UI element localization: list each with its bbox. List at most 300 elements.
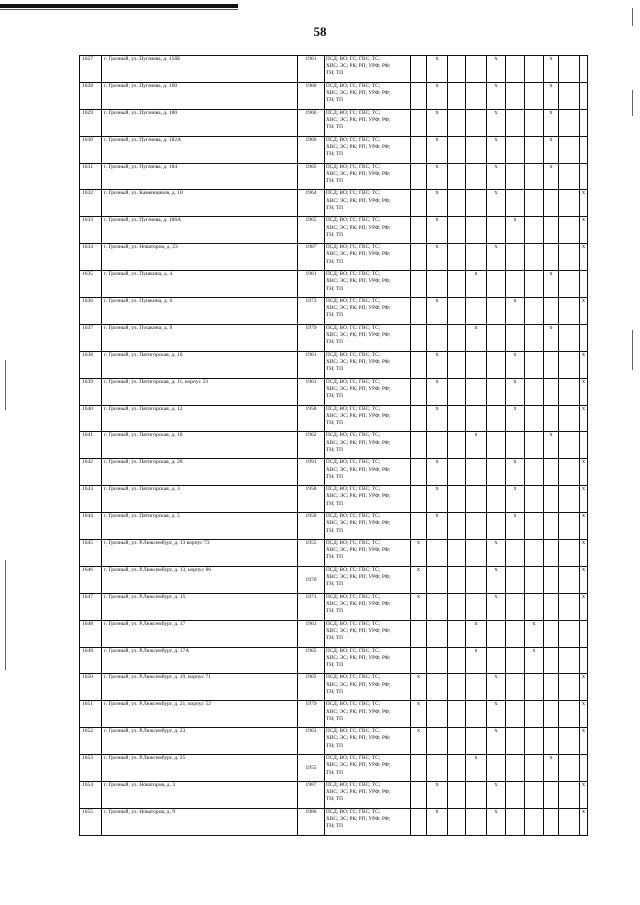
- row-mark: [525, 244, 544, 271]
- table-row: [80, 674, 588, 701]
- row-mark: [559, 271, 580, 298]
- row-mark: [487, 459, 506, 486]
- row-mark: [506, 620, 525, 647]
- row-mark: [544, 701, 559, 728]
- row-mark: [506, 190, 525, 217]
- row-mark: [448, 808, 466, 835]
- row-codes-line: ХВС; ЭС; РК; РП; УРФ; РФ;: [326, 170, 391, 177]
- row-codes-line: ПСД; ВО; ГС; ГВС; ТС;: [326, 647, 381, 654]
- table-row: [80, 432, 588, 459]
- row-mark: x: [427, 217, 448, 244]
- row-mark: [506, 593, 525, 620]
- row-codes: [325, 351, 411, 378]
- row-mark: x: [580, 405, 588, 432]
- row-address: г. Грозный, ул. Пятигорская, д. 5: [102, 513, 298, 540]
- row-mark: [466, 405, 487, 432]
- margin-mark: [632, 90, 633, 116]
- row-codes-line: ХВС; ЭС; РК; РП; УРФ; РФ;: [326, 332, 391, 339]
- row-mark: [466, 298, 487, 325]
- row-mark: x: [544, 432, 559, 459]
- row-mark: x: [427, 56, 448, 83]
- row-year: 1986: [298, 808, 325, 835]
- row-codes-line: ХВС; ЭС; РК; РП; УРФ; РФ;: [326, 224, 391, 231]
- row-address: г. Грозный, ул. Р.Люксембург, д. 13 корпус 73: [102, 540, 298, 567]
- row-mark: x: [427, 136, 448, 163]
- row-mark: x: [427, 163, 448, 190]
- row-mark: [544, 620, 559, 647]
- row-mark: [580, 109, 588, 136]
- row-mark: [559, 620, 580, 647]
- row-mark: x: [580, 728, 588, 755]
- scan-edge-mark: [0, 4, 238, 8]
- row-codes-line: ПСД; ВО; ГС; ГВС; ТС;: [326, 593, 381, 600]
- row-mark: [466, 217, 487, 244]
- row-mark: [448, 378, 466, 405]
- row-mark: [487, 324, 506, 351]
- row-mark: [466, 566, 487, 593]
- row-mark: x: [506, 298, 525, 325]
- row-mark: [427, 271, 448, 298]
- row-mark: [411, 620, 427, 647]
- row-mark: [525, 540, 544, 567]
- row-mark: [487, 432, 506, 459]
- row-codes: [325, 540, 411, 567]
- row-mark: x: [427, 109, 448, 136]
- row-codes: [325, 298, 411, 325]
- row-codes-line: ХВС; ЭС; РК; РП; УРФ; РФ;: [326, 90, 391, 97]
- row-codes-line: ХВС; ЭС; РК; РП; УРФ; РФ;: [326, 466, 391, 473]
- row-mark: x: [427, 378, 448, 405]
- row-year: 1960: [298, 82, 325, 109]
- row-address: г. Грозный, ул. Пушкина, д. 6: [102, 298, 298, 325]
- row-mark: [466, 593, 487, 620]
- row-year: 1966: [298, 136, 325, 163]
- row-number: 1647: [80, 593, 102, 620]
- row-codes-line: ХВС; ЭС; РК; РП; УРФ; РФ;: [326, 439, 391, 446]
- row-mark: [559, 351, 580, 378]
- row-number: 1632: [80, 190, 102, 217]
- row-mark: x: [411, 701, 427, 728]
- row-year: 1991: [298, 459, 325, 486]
- row-address: г. Грозный, ул. Пугачева, д. 158Б: [102, 56, 298, 83]
- margin-mark: [632, 330, 633, 370]
- row-address: г. Грозный, ул. Р.Люксембург, д. 17А: [102, 647, 298, 674]
- row-mark: [525, 513, 544, 540]
- table-row: [80, 728, 588, 755]
- row-year: 1973: [298, 298, 325, 325]
- row-mark: x: [580, 190, 588, 217]
- row-mark: [559, 190, 580, 217]
- row-number: 1635: [80, 271, 102, 298]
- row-mark: [448, 620, 466, 647]
- row-mark: [525, 566, 544, 593]
- row-codes-line: ПСД; ВО; ГС; ГВС; ТС;: [326, 271, 381, 278]
- row-number: 1652: [80, 728, 102, 755]
- row-codes-line: ХВС; ЭС; РК; РП; УРФ; РФ;: [326, 547, 391, 554]
- row-codes: [325, 405, 411, 432]
- row-mark: [427, 701, 448, 728]
- row-mark: x: [580, 540, 588, 567]
- row-codes-line: ТН; ТП: [326, 769, 343, 776]
- table-row: [80, 647, 588, 674]
- row-number: 1648: [80, 620, 102, 647]
- row-address: г. Грозный, ул. Пугачева, д. 180: [102, 109, 298, 136]
- row-mark: [448, 244, 466, 271]
- row-codes: [325, 808, 411, 835]
- row-codes-line: ХВС; ЭС; РК; РП; УРФ; РФ;: [326, 385, 391, 392]
- row-mark: [506, 82, 525, 109]
- row-codes-line: ПСД; ВО; ГС; ГВС; ТС;: [326, 217, 381, 224]
- row-codes-line: ХВС; ЭС; РК; РП; УРФ; РФ;: [326, 574, 391, 581]
- row-mark: [525, 324, 544, 351]
- row-mark: [544, 728, 559, 755]
- row-mark: [466, 540, 487, 567]
- table-row: [80, 244, 588, 271]
- row-codes-line: ПСД; ВО; ГС; ГВС; ТС;: [326, 728, 381, 735]
- row-mark: [466, 808, 487, 835]
- row-number: 1634: [80, 244, 102, 271]
- row-codes: [325, 324, 411, 351]
- row-codes: [325, 136, 411, 163]
- row-mark: [411, 298, 427, 325]
- row-mark: [411, 271, 427, 298]
- row-year: 1961: [298, 56, 325, 83]
- row-mark: [411, 647, 427, 674]
- row-number: 1642: [80, 459, 102, 486]
- table-row: [80, 459, 588, 486]
- row-codes-line: ПСД; ВО; ГС; ГВС; ТС;: [326, 513, 381, 520]
- row-address: г. Грозный, ул. Р.Люксембург, д. 23: [102, 728, 298, 755]
- row-mark: [544, 808, 559, 835]
- row-codes-line: ХВС; ЭС; РК; РП; УРФ; РФ;: [326, 654, 391, 661]
- row-mark: [448, 755, 466, 782]
- row-number: 1627: [80, 56, 102, 83]
- row-mark: x: [580, 217, 588, 244]
- row-mark: [525, 701, 544, 728]
- row-mark: x: [427, 782, 448, 809]
- row-mark: [411, 351, 427, 378]
- table-row: [80, 513, 588, 540]
- row-mark: [487, 647, 506, 674]
- row-codes-line: ПСД; ВО; ГС; ГВС; ТС;: [326, 782, 381, 789]
- row-mark: [544, 298, 559, 325]
- row-mark: x: [487, 136, 506, 163]
- row-mark: [525, 56, 544, 83]
- row-mark: [411, 136, 427, 163]
- row-mark: x: [544, 163, 559, 190]
- row-address: г. Грозный, ул. Пятигорская, д. 11, корпус 23: [102, 378, 298, 405]
- row-codes-line: ПСД; ВО; ГС; ГВС; ТС;: [326, 56, 381, 62]
- row-year: 1987: [298, 244, 325, 271]
- row-codes: [325, 566, 411, 593]
- row-mark: [427, 647, 448, 674]
- row-codes-line: ТН; ТП: [326, 608, 343, 615]
- row-mark: [487, 378, 506, 405]
- row-mark: [559, 674, 580, 701]
- row-year: 1971: [298, 593, 325, 620]
- row-number: 1643: [80, 486, 102, 513]
- row-mark: x: [427, 298, 448, 325]
- row-mark: x: [411, 540, 427, 567]
- row-mark: [559, 808, 580, 835]
- row-mark: x: [580, 701, 588, 728]
- row-mark: [559, 540, 580, 567]
- row-codes-line: ХВС; ЭС; РК; РП; УРФ; РФ;: [326, 278, 391, 285]
- row-mark: [448, 163, 466, 190]
- row-mark: [466, 136, 487, 163]
- row-mark: [487, 513, 506, 540]
- row-year: 1979: [298, 701, 325, 728]
- row-codes-line: ХВС; ЭС; РК; РП; УРФ; РФ;: [326, 601, 391, 608]
- row-codes-line: ПСД; ВО; ГС; ГВС; ТС;: [326, 163, 381, 170]
- row-mark: [525, 593, 544, 620]
- row-mark: x: [487, 782, 506, 809]
- row-mark: x: [466, 620, 487, 647]
- row-address: г. Грозный, ул. Пугачева, д. 186А: [102, 217, 298, 244]
- row-mark: x: [427, 808, 448, 835]
- row-mark: [580, 647, 588, 674]
- row-codes-line: ХВС; ЭС; РК; РП; УРФ; РФ;: [326, 251, 391, 258]
- row-mark: [448, 674, 466, 701]
- row-mark: x: [580, 351, 588, 378]
- row-mark: x: [525, 647, 544, 674]
- row-codes: [325, 56, 411, 83]
- row-mark: [580, 82, 588, 109]
- row-mark: [559, 378, 580, 405]
- row-codes: [325, 593, 411, 620]
- row-mark: [466, 351, 487, 378]
- row-codes: [325, 620, 411, 647]
- row-codes: [325, 378, 411, 405]
- row-codes-line: ПСД; ВО; ГС; ГВС; ТС;: [326, 755, 381, 762]
- table-row: [80, 701, 588, 728]
- row-mark: x: [580, 378, 588, 405]
- row-mark: [466, 163, 487, 190]
- row-mark: [525, 728, 544, 755]
- row-codes: [325, 728, 411, 755]
- row-mark: [506, 808, 525, 835]
- row-mark: x: [487, 244, 506, 271]
- row-number: 1629: [80, 109, 102, 136]
- row-mark: [466, 109, 487, 136]
- row-mark: [506, 244, 525, 271]
- row-mark: [525, 378, 544, 405]
- row-year: 1961: [298, 351, 325, 378]
- row-mark: x: [411, 566, 427, 593]
- row-codes: [325, 782, 411, 809]
- row-mark: [448, 566, 466, 593]
- row-codes-line: ПСД; ВО; ГС; ГВС; ТС;: [326, 701, 381, 708]
- table-row: [80, 755, 588, 782]
- scan-edge-line: [0, 9, 238, 10]
- table-row: [80, 298, 588, 325]
- row-mark: x: [580, 674, 588, 701]
- row-number: 1638: [80, 351, 102, 378]
- page-number: 58: [313, 24, 327, 39]
- row-codes-line: ПСД; ВО; ГС; ГВС; ТС;: [326, 298, 381, 305]
- row-mark: [525, 271, 544, 298]
- row-year: 1979: [298, 324, 325, 351]
- row-number: 1650: [80, 674, 102, 701]
- row-number: 1636: [80, 298, 102, 325]
- row-mark: [544, 405, 559, 432]
- row-mark: [448, 728, 466, 755]
- table-row: [80, 351, 588, 378]
- row-mark: [580, 432, 588, 459]
- row-codes-line: ТН; ТП: [326, 554, 343, 561]
- row-mark: x: [466, 647, 487, 674]
- row-year: 1965: [298, 163, 325, 190]
- row-mark: [525, 432, 544, 459]
- row-address: г. Грозный, ул. Каменщиков, д. 10: [102, 190, 298, 217]
- row-mark: [448, 647, 466, 674]
- row-codes-line: ТН; ТП: [326, 688, 343, 695]
- row-year: 1962: [298, 432, 325, 459]
- row-number: 1645: [80, 540, 102, 567]
- row-mark: [448, 513, 466, 540]
- row-mark: [466, 674, 487, 701]
- table-row: [80, 378, 588, 405]
- row-codes-line: ХВС; ЭС; РК; РП; УРФ; РФ;: [326, 305, 391, 312]
- row-address: г. Грозный, ул. Р.Люксембург, д. 25: [102, 755, 298, 782]
- row-mark: x: [506, 405, 525, 432]
- row-mark: [411, 486, 427, 513]
- row-number: 1640: [80, 405, 102, 432]
- row-mark: [448, 298, 466, 325]
- row-mark: x: [487, 190, 506, 217]
- row-codes-line: ХВС; ЭС; РК; РП; УРФ; РФ;: [326, 143, 391, 150]
- row-mark: [411, 190, 427, 217]
- row-mark: x: [411, 674, 427, 701]
- row-codes-line: ХВС; ЭС; РК; РП; УРФ; РФ;: [326, 63, 391, 70]
- row-codes-line: ПСД; ВО; ГС; ГВС; ТС;: [326, 620, 381, 627]
- row-mark: [448, 217, 466, 244]
- row-codes-line: ТН; ТП: [326, 635, 343, 642]
- row-codes-line: ТН; ТП: [326, 231, 343, 238]
- row-mark: x: [487, 82, 506, 109]
- row-mark: [544, 566, 559, 593]
- row-mark: [466, 782, 487, 809]
- margin-mark: [5, 360, 6, 410]
- table-row: [80, 620, 588, 647]
- row-mark: x: [466, 324, 487, 351]
- row-mark: [559, 405, 580, 432]
- row-codes-line: ПСД; ВО; ГС; ГВС; ТС;: [326, 378, 381, 385]
- table-row: [80, 109, 588, 136]
- table-row: [80, 136, 588, 163]
- row-codes: [325, 163, 411, 190]
- row-mark: [506, 728, 525, 755]
- row-mark: [580, 620, 588, 647]
- row-mark: [466, 701, 487, 728]
- row-mark: [544, 513, 559, 540]
- row-codes: [325, 701, 411, 728]
- row-mark: [448, 540, 466, 567]
- row-codes-line: ПСД; ВО; ГС; ГВС; ТС;: [326, 674, 381, 681]
- row-address: г. Грозный, ул. Новаторов, д. 9: [102, 808, 298, 835]
- row-codes: [325, 109, 411, 136]
- row-number: 1631: [80, 163, 102, 190]
- row-mark: x: [487, 701, 506, 728]
- row-mark: [525, 782, 544, 809]
- row-mark: [411, 459, 427, 486]
- row-mark: [506, 566, 525, 593]
- row-mark: x: [580, 808, 588, 835]
- row-codes-line: ТН; ТП: [326, 527, 343, 534]
- row-codes-line: ТН; ТП: [326, 715, 343, 722]
- row-mark: [525, 136, 544, 163]
- row-codes-line: ТН; ТП: [326, 97, 343, 104]
- row-mark: [448, 405, 466, 432]
- row-codes-line: ТН; ТП: [326, 419, 343, 426]
- row-mark: [559, 109, 580, 136]
- row-mark: [559, 298, 580, 325]
- row-mark: [559, 163, 580, 190]
- row-mark: [466, 82, 487, 109]
- row-codes-line: ХВС; ЭС; РК; РП; УРФ; РФ;: [326, 762, 391, 769]
- row-codes: [325, 432, 411, 459]
- row-mark: [448, 190, 466, 217]
- row-number: 1646: [80, 566, 102, 593]
- row-address: г. Грозный, ул. Пятигорская, д. 10: [102, 351, 298, 378]
- row-mark: [559, 566, 580, 593]
- row-year: 1966: [298, 109, 325, 136]
- row-mark: [580, 136, 588, 163]
- row-mark: [411, 217, 427, 244]
- row-mark: [487, 298, 506, 325]
- row-mark: [506, 163, 525, 190]
- row-mark: [559, 56, 580, 83]
- row-number: 1628: [80, 82, 102, 109]
- row-address: г. Грозный, ул. Пятигорская, д. 28: [102, 459, 298, 486]
- table-row: [80, 593, 588, 620]
- row-mark: x: [580, 593, 588, 620]
- row-codes: [325, 459, 411, 486]
- row-codes: [325, 271, 411, 298]
- row-mark: [466, 190, 487, 217]
- row-number: 1653: [80, 755, 102, 782]
- row-mark: [487, 755, 506, 782]
- row-codes-line: ТН; ТП: [326, 393, 343, 400]
- row-codes-line: ХВС; ЭС; РК; РП; УРФ; РФ;: [326, 116, 391, 123]
- row-codes: [325, 244, 411, 271]
- row-mark: [525, 82, 544, 109]
- row-mark: x: [580, 566, 588, 593]
- row-mark: x: [487, 808, 506, 835]
- row-mark: [466, 378, 487, 405]
- row-mark: [506, 755, 525, 782]
- row-mark: [487, 486, 506, 513]
- row-mark: x: [487, 728, 506, 755]
- row-mark: x: [427, 405, 448, 432]
- row-number: 1639: [80, 378, 102, 405]
- row-codes-line: ПСД; ВО; ГС; ГВС; ТС;: [326, 540, 381, 547]
- row-mark: [544, 540, 559, 567]
- row-codes-line: ТН; ТП: [326, 258, 343, 265]
- row-mark: [525, 109, 544, 136]
- row-mark: [448, 593, 466, 620]
- table-row: [80, 808, 588, 835]
- row-address: г. Грозный, ул. Р.Люксембург, д. 21, корпус 52: [102, 701, 298, 728]
- row-mark: x: [466, 271, 487, 298]
- row-mark: [466, 728, 487, 755]
- row-mark: x: [466, 432, 487, 459]
- row-mark: [525, 405, 544, 432]
- row-mark: [427, 540, 448, 567]
- row-codes-line: ХВС; ЭС; РК; РП; УРФ; РФ;: [326, 681, 391, 688]
- row-year: 1963: [298, 728, 325, 755]
- row-codes-line: ПСД; ВО; ГС; ГВС; ТС;: [326, 109, 381, 116]
